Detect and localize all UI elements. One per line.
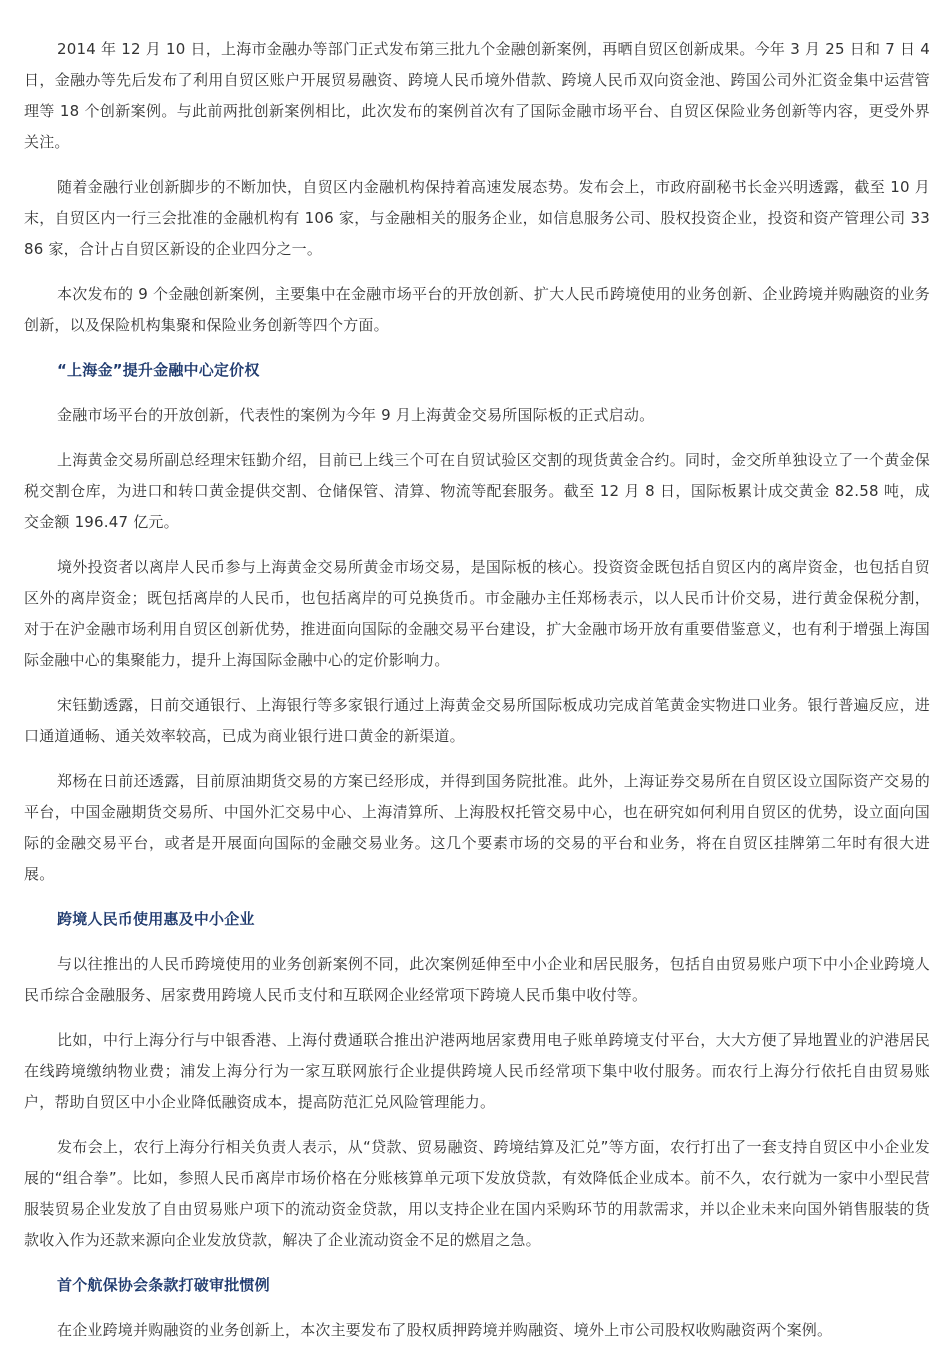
paragraph-gold-contracts: 上海黄金交易所副总经理宋钰勤介绍，目前已上线三个可在自贸试验区交割的现货黄金合约。同时，金交所单独设立了一个黄金保税交割仓库，为进口和转口黄金提供交割、仓储保管、清算、物流等配套服务。截至 12 月 8 日，国际板累计成交黄金 82.58 吨，成交金额 196.47 亿元。 (24, 451, 930, 531)
paragraph-oil-futures: 郑杨在日前还透露，目前原油期货交易的方案已经形成，并得到国务院批准。此外，上海证券交易所在自贸区设立国际资产交易的平台，中国金融期货交易所、中国外汇交易中心、上海清算所、上海股权托管交易中心，也在研究如何利用自贸区的优势，设立面向国际的金融交易平台，或者是开展面向国际的金融交易业务。这几个要素市场的交易的平台和业务，将在自贸区挂牌第二年时有很大进展。 (24, 772, 930, 883)
article-body (24, 34, 930, 1360)
paragraph-gold-intro: 金融市场平台的开放创新，代表性的案例为今年 9 月上海黄金交易所国际板的正式启动。 (57, 406, 655, 424)
section-heading-cross-border-rmb: 跨境人民币使用惠及中小企业 (57, 910, 255, 928)
section-heading-shanghai-gold: “上海金”提升金融中心定价权 (57, 361, 260, 379)
paragraph-mna-financing: 在企业跨境并购融资的业务创新上，本次主要发布了股权质押跨境并购融资、境外上市公司股权收购融资两个案例。 (57, 1321, 833, 1339)
paragraph-sme-services: 与以往推出的人民币跨境使用的业务创新案例不同，此次案例延伸至中小企业和居民服务，包括自由贸易账户项下中小企业跨境人民币综合金融服务、居家费用跨境人民币支付和互联网企业经常项下跨境人民币集中收付等。 (24, 955, 930, 1004)
paragraph-intro: 2014 年 12 月 10 日，上海市金融办等部门正式发布第三批九个金融创新案例，再晒自贸区创新成果。今年 3 月 25 日和 7 日 4 日，金融办等先后发布了利用自贸区账户开展贸易融资、跨境人民币境外借款、跨境人民币双向资金池、跨国公司外汇资金集中运营管理等 18 个创新案例。与此前两批创新案例相比，此次发布的案例首次有了国际金融市场平台、自贸区保险业务创新等内容，更受外界关注。 (24, 40, 930, 151)
paragraph-abc-combo: 发布会上，农行上海分行相关负责人表示，从“贷款、贸易融资、跨境结算及汇兑”等方面，农行打出了一套支持自贸区中小企业发展的“组合拳”。比如，参照人民币离岸市场价格在分账核算单元项下发放贷款，有效降低企业成本。前不久，农行就为一家中小型民营服装贸易企业发放了自由贸易账户项下的流动资金贷款，用以支持企业在国内采购环节的用款需求，并以企业未来向国外销售服装的货款收入作为还款来源向企业发放贷款，解决了企业流动资金不足的燃眉之急。 (24, 1138, 930, 1249)
paragraph-gold-import: 宋钰勤透露，日前交通银行、上海银行等多家银行通过上海黄金交易所国际板成功完成首笔黄金实物进口业务。银行普遍反应，进口通道通畅、通关效率较高，已成为商业银行进口黄金的新渠道。 (24, 696, 930, 745)
paragraph-overview: 本次发布的 9 个金融创新案例，主要集中在金融市场平台的开放创新、扩大人民币跨境使用的业务创新、企业跨境并购融资的业务创新，以及保险机构集聚和保险业务创新等四个方面。 (24, 285, 930, 334)
section-heading-insurance: 首个航保协会条款打破审批惯例 (57, 1276, 270, 1294)
paragraph-offshore-investors: 境外投资者以离岸人民币参与上海黄金交易所黄金市场交易，是国际板的核心。投资资金既包括自贸区内的离岸资金，也包括自贸区外的离岸资金；既包括离岸的人民币，也包括离岸的可兑换货币。市金融办主任郑杨表示，以人民币计价交易，进行黄金保税分割，对于在沪金融市场利用自贸区创新优势，推进面向国际的金融交易平台建设，扩大金融市场开放有重要借鉴意义，也有利于增强上海国际金融中心的集聚能力，提升上海国际金融中心的定价影响力。 (24, 558, 930, 669)
paragraph-bank-examples: 比如，中行上海分行与中银香港、上海付费通联合推出沪港两地居家费用电子账单跨境支付平台，大大方便了异地置业的沪港居民在线跨境缴纳物业费；浦发上海分行为一家互联网旅行企业提供跨境人民币经常项下集中收付服务。而农行上海分行依托自由贸易账户，帮助自贸区中小企业降低融资成本，提高防范汇兑风险管理能力。 (24, 1031, 930, 1111)
paragraph-institutions: 随着金融行业创新脚步的不断加快，自贸区内金融机构保持着高速发展态势。发布会上，市政府副秘书长金兴明透露，截至 10 月末，自贸区内一行三会批准的金融机构有 106 家，与金融相关的服务企业，如信息服务公司、股权投资企业，投资和资产管理公司 3386 家，合计占自贸区新设的企业四分之一。 (24, 178, 930, 258)
